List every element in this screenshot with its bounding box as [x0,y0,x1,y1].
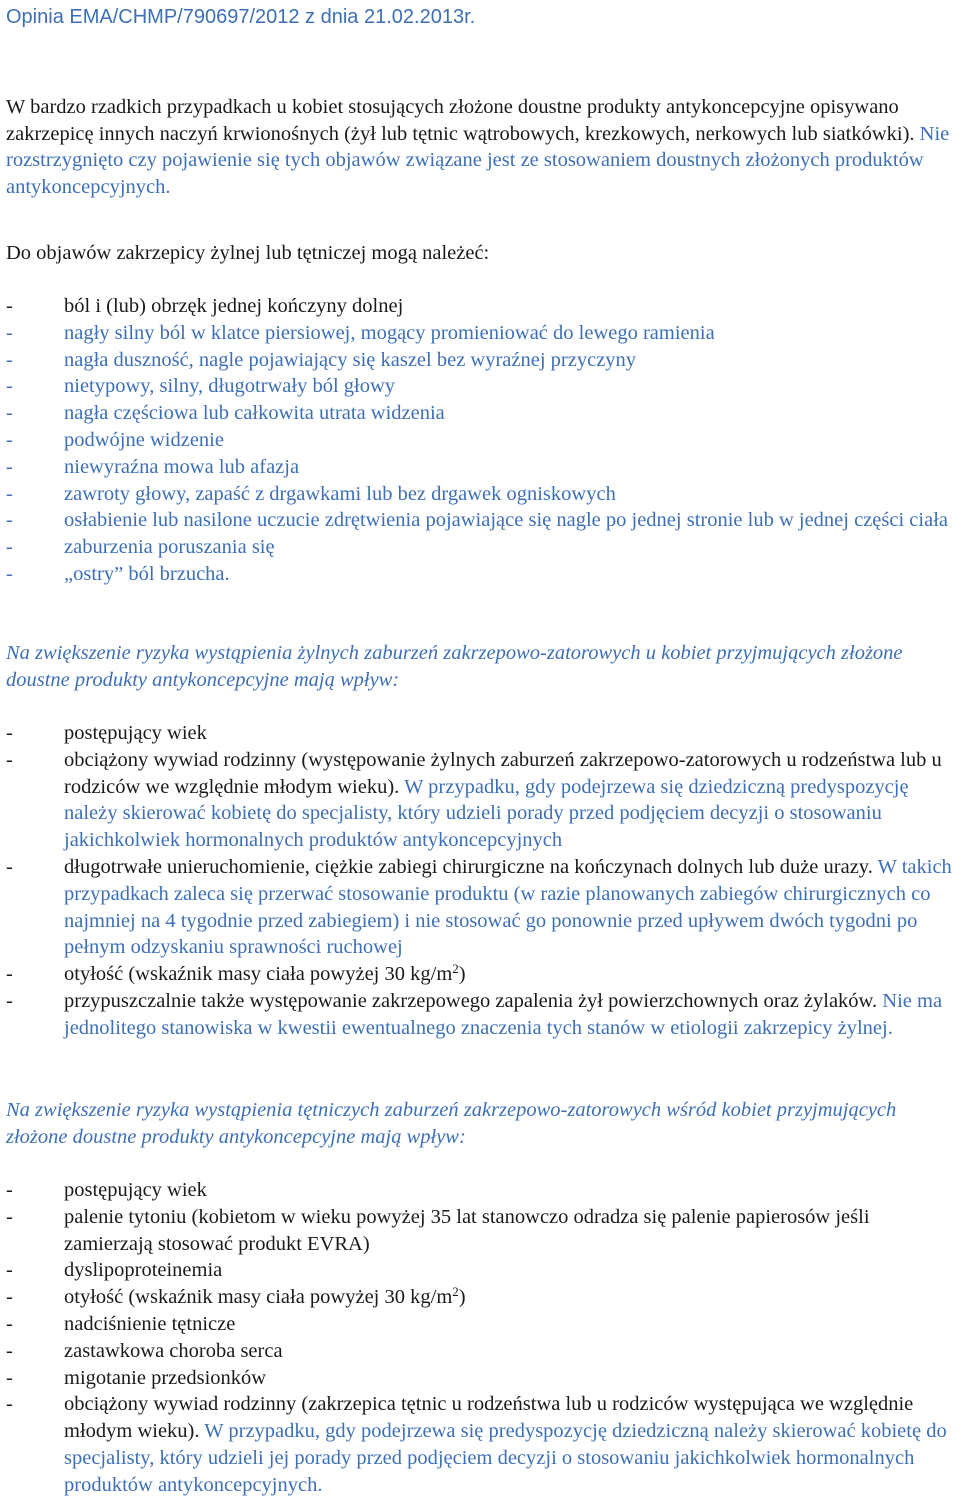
symptoms-heading: Do objawów zakrzepicy żylnej lub tętniczej mogą należeć: [6,242,490,264]
venous-risk-item [6,854,958,961]
arterial-risk-text: otyłość (wskaźnik masy ciała powyżej 30 kg/m [64,1286,453,1309]
arterial-risk-item [6,1284,958,1311]
symptom-item: - podwójne widzenie [6,427,958,454]
arterial-risk-item [6,1391,958,1498]
symptom-item: - nagła częściowa lub całkowita utrata widzenia [6,400,958,427]
intro-text-2: Nie rozstrzygnięto czy pojawienie się tych objawów związane jest ze stosowaniem doustnych złożonych produktów antykoncepcyjnych. [6,122,950,199]
intro-paragraph [6,94,956,201]
symptom-item: - osłabienie lub nasilone uczucie zdrętwienia pojawiające się nagle po jednej stronie lub w jednej części ciała [6,507,958,534]
symptom-item: - niewyraźna mowa lub afazja [6,454,958,481]
venous-risk-text: przypuszczalnie także występowanie zakrzepowego zapalenia żył powierzchownych oraz żylaków. [64,989,878,1012]
symptom-item: - zaburzenia poruszania się [6,534,958,561]
arterial-risk-text: W przypadku, gdy podejrzewa się predyspozycję dziedziczną należy skierować kobietę do specjalisty, który udzieli jej porady przed podjęciem decyzji o stosowaniu jakichkolwiek hormonalnych produktów antykoncepcyjnych. [64,1420,947,1496]
venous-risk-text: otyłość (wskaźnik masy ciała powyżej 30 kg/m [64,963,453,986]
symptom-item: - nagła duszność, nagle pojawiający się kaszel bez wyraźnej przyczyny [6,347,958,374]
arterial-risk-item: - zastawkowa choroba serca [6,1338,958,1365]
symptoms-list [6,293,958,588]
venous-risk-item [6,961,958,988]
venous-risk-item: - postępujący wiek [6,720,958,747]
venous-risk-list [6,720,958,1042]
symptom-item: - nietypowy, silny, długotrwały ból głowy [6,373,958,400]
document-header: Opinia EMA/CHMP/790697/2012 z dnia 21.02.2013r. [6,6,476,28]
arterial-risk-text: obciążony wywiad rodzinny (zakrzepica tętnic u rodzeństwa lub u rodziców występująca we względnie młodym wieku). [64,1393,914,1443]
venous-risk-item [6,747,958,854]
arterial-risk-item: - postępujący wiek [6,1177,958,1204]
arterial-heading: Na zwiększenie ryzyka wystąpienia tętniczych zaburzeń zakrzepowo-zatorowych wśród kobiet przyjmujących złożone doustne produkty antykoncepcyjne mają wpływ: [6,1099,897,1148]
arterial-risk-list [6,1177,958,1499]
venous-risk-text: W przypadku, gdy podejrzewa się dziedziczną predyspozycję należy skierować kobietę do specjalisty, który udzieli porady przed podjęciem decyzji o stosowaniu jakichkolwiek hormonalnych produktów antykoncepcyjnych [64,775,909,852]
symptom-item: - ból i (lub) obrzęk jednej kończyny dolnej [6,293,958,320]
venous-risk-text: obciążony wywiad rodzinny (występowanie żylnych zaburzeń zakrzepowo-zatorowych u rodzeństwa lub u rodziców we względnie młodym wieku). [64,748,942,798]
arterial-risk-item: - nadciśnienie tętnicze [6,1311,958,1338]
arterial-risk-item: - palenie tytoniu (kobietom w wieku powyżej 35 lat stanowczo odradza się palenie papierosów jeśli zamierzają stosować produkt EVRA) [6,1204,958,1258]
venous-risk-text: długotrwałe unieruchomienie, ciężkie zabiegi chirurgiczne na kończynach dolnych lub duże urazy. [64,855,873,878]
superscript: 2 [452,961,459,977]
superscript: 2 [452,1284,459,1300]
venous-risk-text: Nie ma jednolitego stanowiska w kwestii ewentualnego znaczenia tych stanów w etiologii zakrzepicy żylnej. [64,989,943,1039]
venous-risk-text: ) [458,963,466,986]
arterial-risk-text: ) [458,1286,466,1309]
arterial-risk-item: - dyslipoproteinemia [6,1257,958,1284]
venous-heading: Na zwiększenie ryzyka wystąpienia żylnych zaburzeń zakrzepowo-zatorowych u kobiet przyjmujących złożone doustne produkty antykoncepcyjne mają wpływ: [6,642,903,691]
symptom-item: - „ostry” ból brzucha. [6,561,958,588]
venous-risk-text: W takich przypadkach zaleca się przerwać stosowanie produktu (w razie planowanych zabiegów chirurgicznych co najmniej na 4 tygodnie przed zabiegiem) i nie stosować go ponownie przed upływem dwóch tygodni po pełnym odzyskaniu sprawności ruchowej [64,855,952,959]
symptom-item: - nagły silny ból w klatce piersiowej, mogący promieniować do lewego ramienia [6,320,958,347]
venous-risk-item [6,988,958,1042]
arterial-risk-item: - migotanie przedsionków [6,1365,958,1392]
intro-text-1: W bardzo rzadkich przypadkach u kobiet stosujących złożone doustne produkty antykoncepcyjne opisywano zakrzepicę innych naczyń krwionośnych (żył lub tętnic wątrobowych, krezkowych, nerkowych lub siatkówki). [6,96,915,145]
symptom-item: - zawroty głowy, zapaść z drgawkami lub bez drgawek ogniskowych [6,481,958,508]
